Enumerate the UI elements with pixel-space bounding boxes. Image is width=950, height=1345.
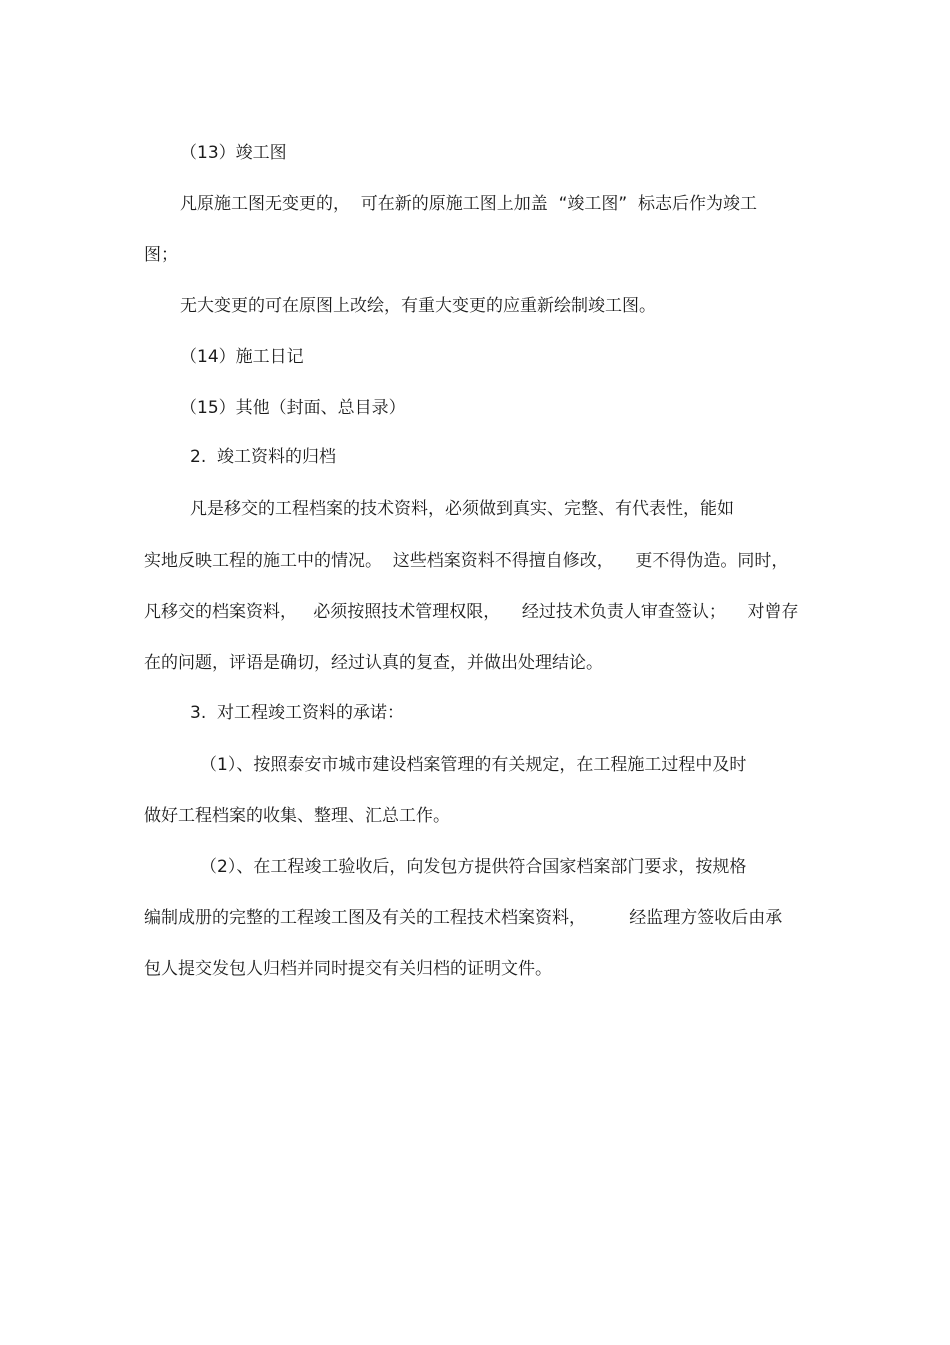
- paragraph-line: 在的问题，评语是确切，经过认真的复查，并做出处理结论。: [144, 653, 603, 673]
- paragraph-line: 凡原施工图无变更的， 可在新的原施工图上加盖 “竣工图” 标志后作为竣工: [180, 194, 758, 214]
- paragraph-line: 编制成册的完整的工程竣工图及有关的工程技术档案资料， 经监理方签收后由承: [144, 908, 783, 928]
- heading-13-as-built-drawings: （13）竣工图: [180, 143, 287, 163]
- heading-14-construction-log: （14）施工日记: [180, 347, 304, 367]
- paragraph-line: 无大变更的可在原图上改绘，有重大变更的应重新绘制竣工图。: [180, 296, 656, 316]
- heading-15-other: （15）其他（封面、总目录）: [180, 398, 406, 418]
- section-heading-2: 2. 竣工资料的归档: [190, 447, 337, 467]
- section-heading-3: 3. 对工程竣工资料的承诺：: [190, 703, 405, 723]
- paragraph-line: 做好工程档案的收集、整理、汇总工作。: [144, 806, 450, 826]
- paragraph-line: 实地反映工程的施工中的情况。 这些档案资料不得擅自修改， 更不得伪造。同时，: [144, 551, 789, 571]
- paragraph-line: （1）、按照泰安市城市建设档案管理的有关规定，在工程施工过程中及时: [200, 755, 747, 775]
- paragraph-line: 包人提交发包人归档并同时提交有关归档的证明文件。: [144, 959, 552, 979]
- paragraph-line: 图；: [144, 245, 178, 265]
- paragraph-line: 凡移交的档案资料， 必须按照技术管理权限， 经过技术负责人审查签认； 对曾存: [144, 602, 799, 622]
- paragraph-line: 凡是移交的工程档案的技术资料，必须做到真实、完整、有代表性，能如: [190, 499, 734, 519]
- paragraph-line: （2）、在工程竣工验收后，向发包方提供符合国家档案部门要求，按规格: [200, 857, 747, 877]
